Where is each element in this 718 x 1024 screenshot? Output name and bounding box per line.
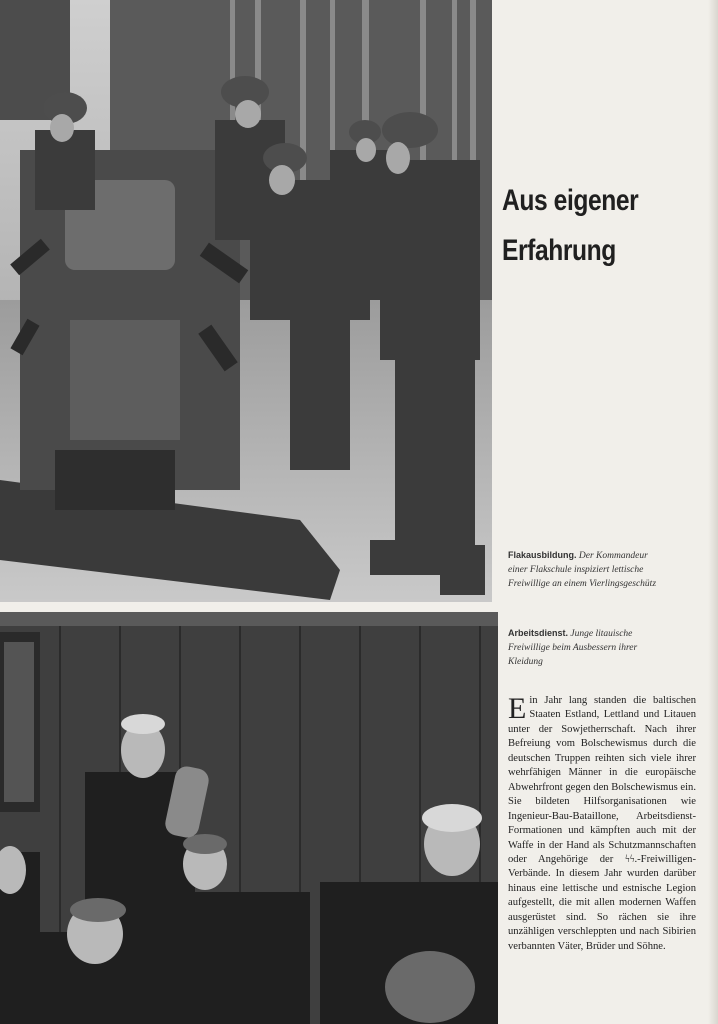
caption-arbeitsdienst <box>508 626 668 669</box>
photo-flak-training <box>0 0 492 602</box>
page-edge <box>708 0 718 1024</box>
caption-flak <box>508 548 668 591</box>
caption-flak-text: Der Kommandeur einer Flakschule inspiziert lettische Freiwillige an einem Vierlingsgeschütz <box>508 551 657 589</box>
caption-flak-title: Flakausbildung. <box>508 550 577 560</box>
flak-training-image <box>0 0 492 602</box>
caption-arbeitsdienst-text: Junge litauische Freiwillige beim Ausbessern ihrer Kleidung <box>508 629 638 667</box>
article-body-text: in Jahr lang standen die baltischen Staaten Estland, Lettland und Litauen unter der Sowjetherrschaft. Nach ihrer Befreiung vom Bolschewismus durch die deutschen Truppen reihten sich viele ihrer wehrfähigen Männer in die europäische Abwehrfront gegen den Bolschewismus ein. Sie bildeten Hilfsorganisationen wie Ingenieur-Bau-Bataillone, Arbeitsdienst-Formationen und kämpften auch mit der Waffe in der Hand als Schutzmannschaften oder Angehörige der ϟϟ.-Freiwilligen-Verbände. In diesem Jahr wurden darüber hinaus eine lettische und estnische Legion aufgestellt, die mit allen modernen Waffen ausgerüstet sind. So rächen sie ihre unzähligen verschleppten und nach Sibirien verbannten Väter, Brüder und Söhne. <box>508 695 696 952</box>
headline-line-1: Aus eigener <box>502 184 639 217</box>
headline <box>502 176 670 276</box>
photo-arbeitsdienst <box>0 612 498 1024</box>
arbeitsdienst-image <box>0 612 498 1024</box>
article-body <box>508 694 696 954</box>
headline-line-2: Erfahrung <box>502 234 616 267</box>
caption-arbeitsdienst-title: Arbeitsdienst. <box>508 628 569 638</box>
drop-cap: E <box>508 692 527 725</box>
